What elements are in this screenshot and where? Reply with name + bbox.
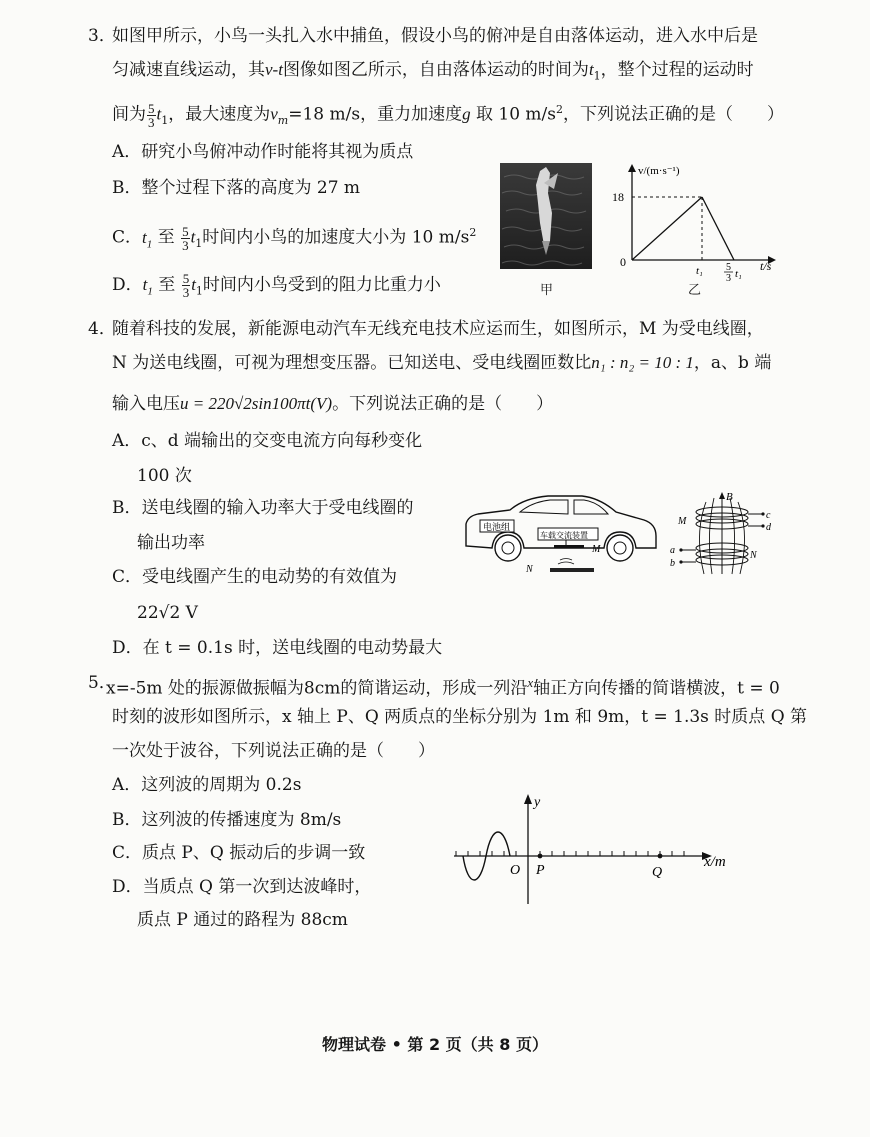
- coil-c-label: c: [766, 510, 771, 521]
- question-5-line-1: x=-5m 处的振源做振幅为8cm的简谐运动，形成一列沿$^x$轴正方向传播的简谐横波，t = 0: [106, 675, 780, 699]
- coil-b-terminal-label: b: [670, 558, 675, 569]
- question-4-option-d[interactable]: D．在 t = 0.1s 时，送电线圈的电动势最大: [112, 638, 443, 658]
- question-4-line-3: 输入电压u = 220√2sin100πt(V)。下列说法正确的是（ ）: [112, 394, 554, 414]
- question-4-option-b[interactable]: B．送电线圈的输入功率大于受电线圈的: [112, 498, 414, 518]
- question-3-option-c[interactable]: C．$t_1$ 至 $\frac{5}{3}$ $t_1$时间内小鸟的加速度大小为 10 $m/s^2$: [112, 223, 477, 253]
- question-3-option-b[interactable]: B．整个过程下落的高度为 27 m: [112, 178, 361, 198]
- question-3-line-1: 如图甲所示，小鸟一头扎入水中捕鱼，假设小鸟的俯冲是自由落体运动，进入水中后是: [112, 26, 758, 46]
- svg-text:t₁: t₁: [735, 268, 742, 280]
- page-footer: 物理试卷 • 第 2 页（共 8 页）: [322, 1035, 548, 1054]
- question-5-line-3: 一次处于波谷，下列说法正确的是（ ）: [112, 741, 435, 761]
- transformer-coils-figure: [670, 490, 780, 580]
- question-4-option-b-cont: 输出功率: [137, 533, 205, 553]
- question-3-option-a[interactable]: A．研究小鸟俯冲动作时能将其视为质点: [112, 142, 414, 162]
- question-5-option-b[interactable]: B．这列波的传播速度为 8m/s: [112, 810, 342, 830]
- question-3-line-3: 间为 $\frac{5}{3}$ $t_1$，最大速度为$v_m=18$ m/s，重力加速度g 取 10 $m/s^2$，下列说法正确的是（ ）: [112, 100, 784, 130]
- question-4-line-1: 随着科技的发展，新能源电动汽车无线充电技术应运而生，如图所示，M 为受电线圈，: [112, 319, 764, 339]
- car-coil-n-label: N: [526, 564, 533, 575]
- question-4-option-c-cont: 22√2 V: [137, 603, 198, 623]
- graph-t2-num: 5: [726, 262, 731, 273]
- question-5-line-2: 时刻的波形如图所示，x 轴上 P、Q 两质点的坐标分别为 1m 和 9m，t = 1.3s 时质点 Q 第: [112, 707, 808, 727]
- question-3-number: 3．: [88, 26, 116, 46]
- car-coil-m-label: M: [592, 544, 601, 555]
- question-4-option-a-cont: 100 次: [137, 466, 192, 486]
- wave-y-label: y: [534, 795, 541, 810]
- question-5-number: 5．: [88, 673, 116, 693]
- question-5-option-d-cont: 质点 P 通过的路程为 88cm: [137, 910, 348, 930]
- question-4-option-c[interactable]: C．受电线圈产生的电动势的有效值为: [112, 567, 398, 587]
- wireless-charging-car-figure: [458, 490, 664, 580]
- wave-p-label: P: [536, 863, 545, 878]
- graph-t2-den: 3: [726, 273, 731, 284]
- question-3-option-d[interactable]: D．$t_1$ 至 $\frac{5}{3}$ $t_1$时间内小鸟受到的阻力比重力小: [112, 271, 441, 300]
- coil-a-label: a: [670, 545, 675, 556]
- question-5-option-a[interactable]: A．这列波的周期为 0.2s: [112, 775, 302, 795]
- coil-n-label: N: [750, 550, 757, 561]
- question-5-option-d[interactable]: D．当质点 Q 第一次到达波峰时，: [112, 877, 372, 897]
- question-4-line-2: N 为送电线圈，可视为理想变压器。已知送电、受电线圈匝数比n₁ : n₂ = 10 : 1，a、b 端: [112, 353, 772, 373]
- wave-origin-label: O: [510, 863, 521, 878]
- graph-x-label: t/s: [760, 259, 772, 273]
- graph-origin: 0: [620, 255, 626, 269]
- question-4-number: 4．: [88, 319, 116, 339]
- graph-y-label: v/(m·s⁻¹): [638, 165, 680, 177]
- coil-d-label: d: [766, 522, 771, 533]
- car-battery-label: 电池组: [483, 522, 511, 532]
- graph-y-tick: 18: [612, 190, 624, 204]
- car-device-label: 车载交流装置: [540, 531, 588, 540]
- wave-q-label: Q: [652, 865, 663, 880]
- figure-yi-caption: 乙: [688, 283, 702, 298]
- coil-m-label: M: [678, 516, 687, 527]
- wave-x-label: x/m: [704, 854, 726, 870]
- velocity-time-graph: [612, 160, 784, 284]
- diving-bird-photo: [500, 163, 592, 269]
- wave-graph: [450, 790, 750, 908]
- question-4-option-a[interactable]: A．c、d 端输出的交变电流方向每秒变化: [112, 431, 423, 451]
- figure-jia-caption: 甲: [540, 283, 554, 298]
- graph-t1: t₁: [696, 265, 703, 277]
- question-5-option-c[interactable]: C．质点 P、Q 振动后的步调一致: [112, 843, 366, 863]
- question-3-line-2: 匀减速直线运动，其v-t图像如图乙所示，自由落体运动的时间为$t_1$，整个过程的运动时: [112, 60, 754, 83]
- coil-b-label: B: [726, 491, 733, 503]
